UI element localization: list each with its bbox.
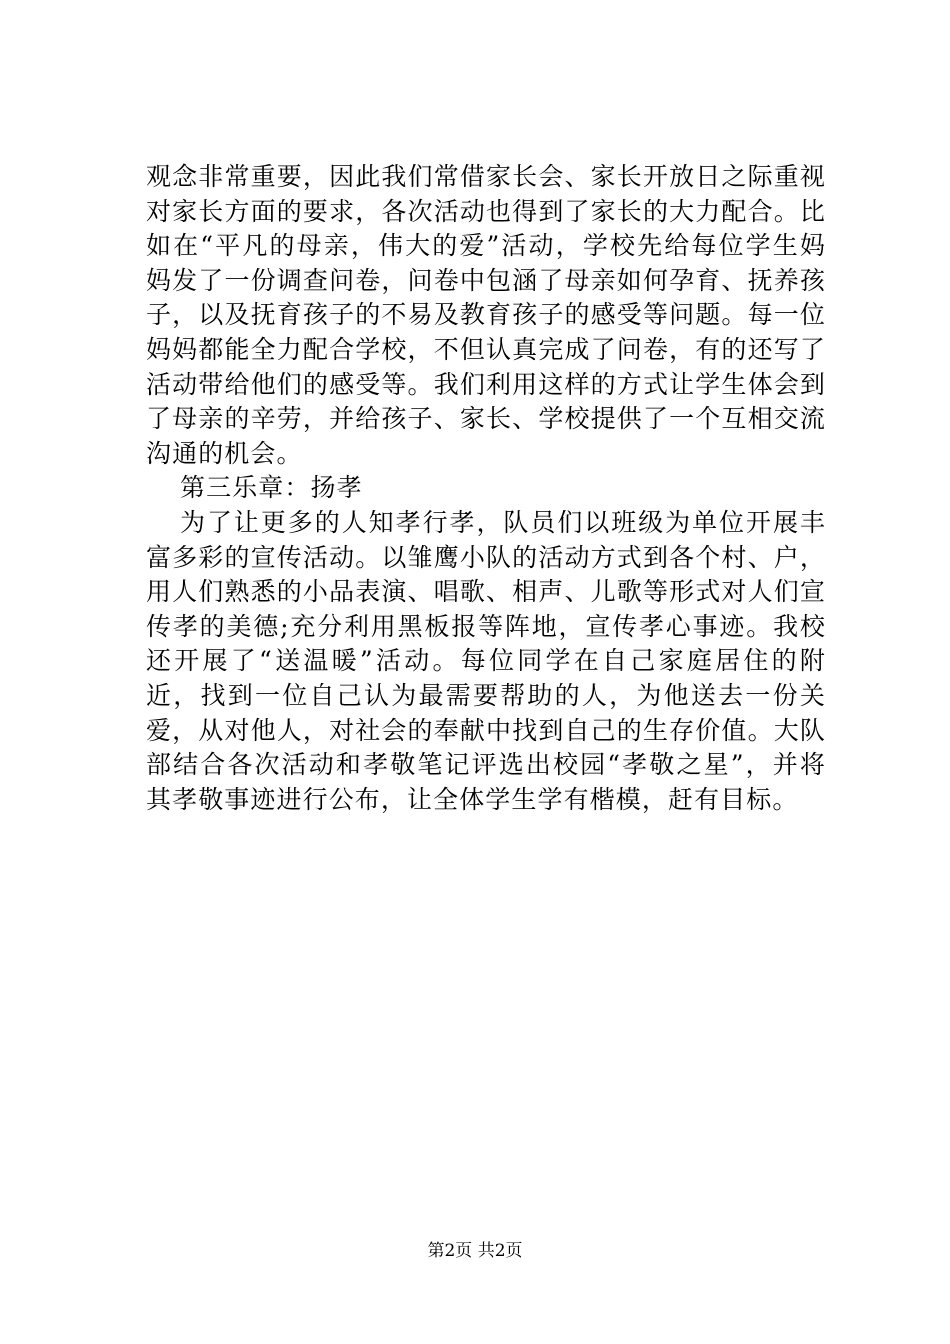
document-body bbox=[146, 160, 826, 817]
page-footer: 第2页 共2页 bbox=[427, 1241, 523, 1261]
section-heading-third-movement: 第三乐章：扬孝 bbox=[180, 473, 363, 503]
paragraph-promote-filial-piety: 为了让更多的人知孝行孝，队员们以班级为单位开展丰富多彩的宣传活动。以雏鹰小队的活动方式到各个村、户，用人们熟悉的小品表演、唱歌、相声、儿歌等形式对人们宣传孝的美德;充分利用黑板报等阵地，宣传孝心事迹。我校还开展了“送温暖”活动。每位同学在自己家庭居住的附近，找到一位自己认为最需要帮助的人，为他送去一份关爱，从对他人，对社会的奉献中找到自己的生存价值。大队部结合各次活动和孝敬笔记评选出校园“孝敬之星”，并将其孝敬事迹进行公布，让全体学生学有楷模，赶有目标。 bbox=[146, 507, 826, 814]
paragraph-family-cooperation: 观念非常重要，因此我们常借家长会、家长开放日之际重视对家长方面的要求，各次活动也得到了家长的大力配合。比如在“平凡的母亲，伟大的爱”活动，学校先给每位学生妈妈发了一份调查问卷，问卷中包涵了母亲如何孕育、抚养孩子，以及抚育孩子的不易及教育孩子的感受等问题。每一位妈妈都能全力配合学校，不但认真完成了问卷，有的还写了活动带给他们的感受等。我们利用这样的方式让学生体会到了母亲的辛劳，并给孩子、家长、学校提供了一个互相交流沟通的机会。 bbox=[146, 162, 826, 468]
